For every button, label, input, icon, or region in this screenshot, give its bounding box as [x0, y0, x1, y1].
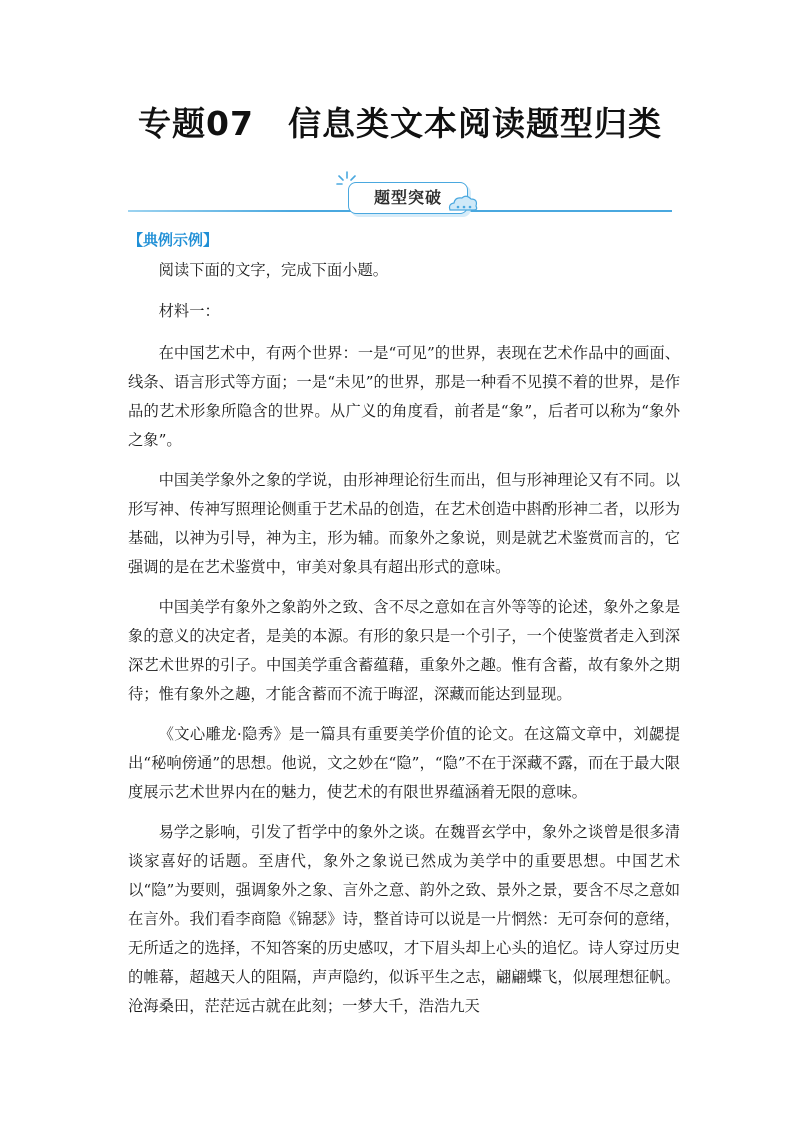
- section-label: 【典例示例】: [128, 231, 219, 249]
- cloud-icon: [446, 194, 480, 212]
- paragraph-3: 中国美学有象外之象韵外之致、含不尽之意如在言外等等的论述，象外之象是象的意义的决定者，是美的本源。有形的象只是一个引子，一个使鉴赏者走入到深深艺术世界的引子。中国美学重含蓄蕴藉，重象外之趣。惟有含蓄，故有象外之期待；惟有象外之趣，才能含蓄而不流于晦涩，深藏而能达到显现。: [128, 598, 680, 703]
- paragraph-2: 中国美学象外之象的学说，由形神理论衍生而出，但与形神理论又有不同。以形写神、传神写照理论侧重于艺术品的创造，在艺术创造中斟酌形神二者，以形为基础，以神为引导，神为主，形为辅。而象外之象说，则是就艺术鉴赏而言的，它强调的是在艺术鉴赏中，审美对象具有超出形式的意味。: [128, 471, 680, 576]
- paragraph-4: 《文心雕龙·隐秀》是一篇具有重要美学价值的论文。在这篇文章中，刘勰提出“秘响傍通”的思想。他说，文之妙在“隐”，“隐”不在于深藏不露，而在于最大限度展示艺术世界内在的魅力，使艺术的有限世界蕴涵着无限的意味。: [128, 725, 680, 801]
- page-title: 专题07 信息类文本阅读题型归类: [138, 104, 662, 143]
- paragraph-5: 易学之影响，引发了哲学中的象外之谈。在魏晋玄学中，象外之谈曾是很多清谈家喜好的话题。至唐代，象外之象说已然成为美学中的重要思想。中国艺术以“隐”为要则，强调象外之象、言外之意、韵外之致、景外之景，要含不尽之意如在言外。我们看李商隐《锦瑟》诗，整首诗可以说是一片惘然：无可奈何的意绪，无所适之的选择，不知答案的历史感叹，才下眉头却上心头的追忆。诗人穿过历史的帷幕，超越天人的阻隔，声声隐约，似诉平生之志，翩翩蝶飞，似展理想征帆。沧海桑田，茫茫远古就在此刻；一梦大千，浩浩九天: [128, 823, 680, 1015]
- instruction-text: 阅读下面的文字，完成下面小题。: [158, 261, 389, 279]
- document-body: [128, 256, 680, 1032]
- material-label: 材料一：: [158, 302, 220, 320]
- paragraph-1: 在中国艺术中，有两个世界：一是“可见”的世界，表现在艺术作品中的画面、线条、语言形式等方面；一是“未见”的世界，那是一种看不见摸不着的世界，是作品的艺术形象所隐含的世界。从广义的角度看，前者是“象”，后者可以称为“象外之象”。: [128, 344, 680, 449]
- section-banner: [128, 170, 672, 218]
- banner-label: 题型突破: [373, 188, 442, 207]
